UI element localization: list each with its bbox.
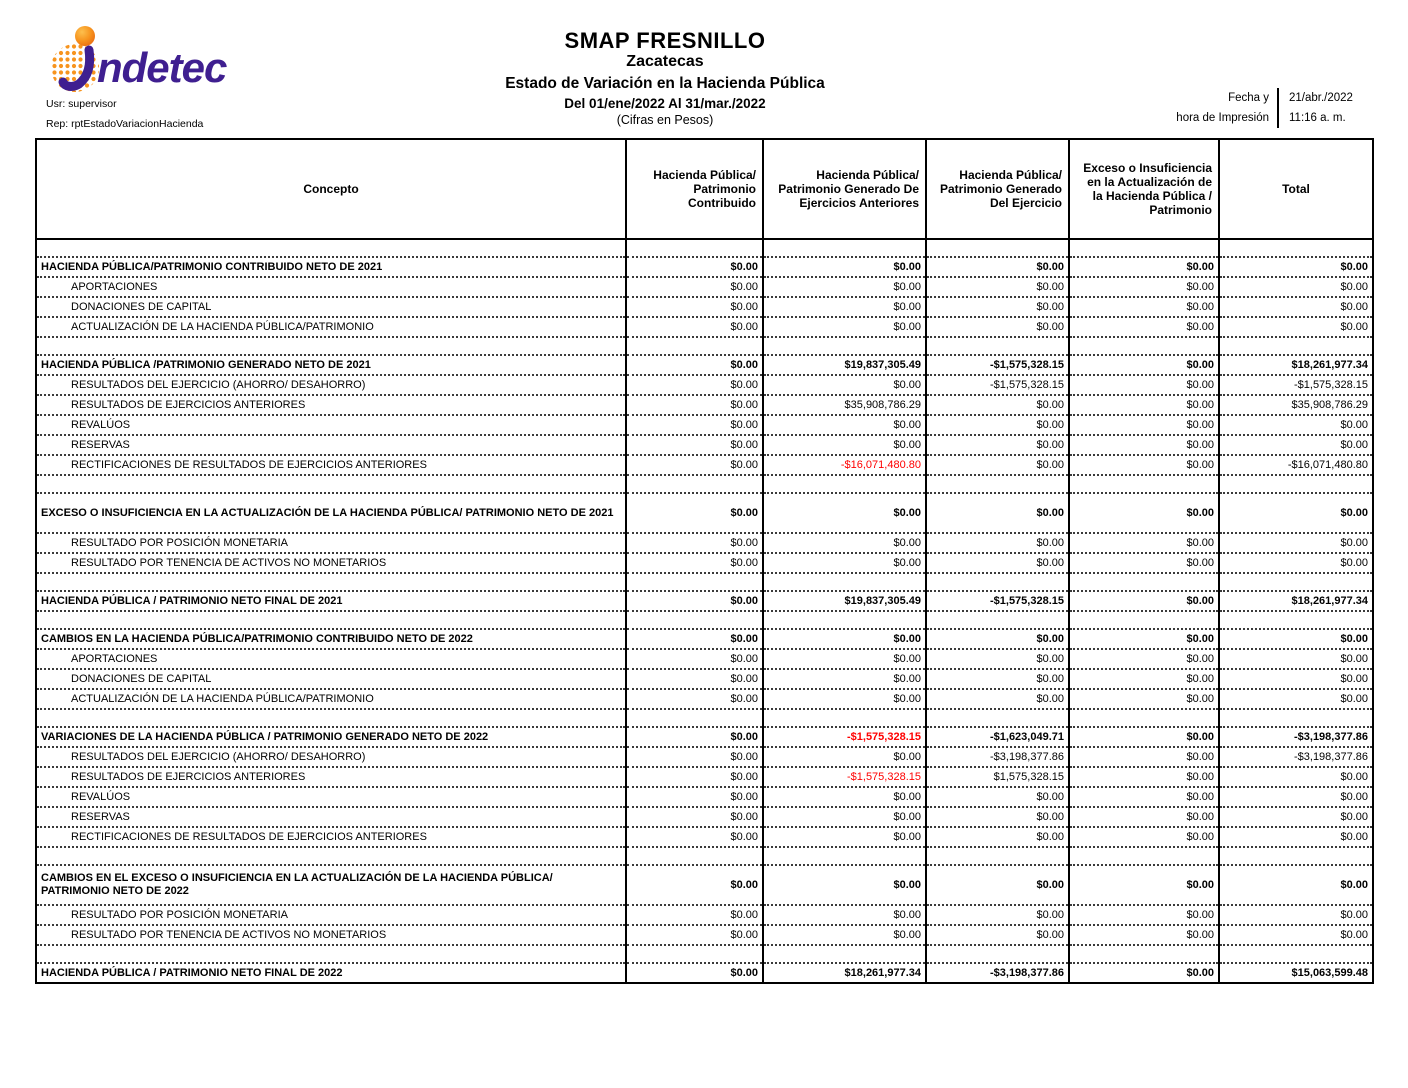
column-header-concepto: Concepto xyxy=(36,139,626,239)
value-cell: $0.00 xyxy=(626,493,763,533)
column-header-generado-ejercicio: Hacienda Pública/ Patrimonio Generado Del Ejercicio xyxy=(926,139,1069,239)
empty-cell xyxy=(763,709,926,727)
empty-cell xyxy=(626,847,763,865)
value-cell: $0.00 xyxy=(626,787,763,807)
item-row xyxy=(36,277,1373,297)
value-cell: $0.00 xyxy=(1069,865,1219,905)
value-cell: $0.00 xyxy=(1069,375,1219,395)
empty-cell xyxy=(1069,337,1219,355)
empty-cell xyxy=(763,337,926,355)
empty-cell xyxy=(626,611,763,629)
table-header-row xyxy=(36,139,1373,239)
item-row xyxy=(36,649,1373,669)
report-name: Estado de Variación en la Hacienda Pública xyxy=(505,74,825,92)
value-cell: $0.00 xyxy=(926,493,1069,533)
value-cell: $0.00 xyxy=(1219,689,1373,709)
value-cell: -$1,575,328.15 xyxy=(926,375,1069,395)
value-cell: $0.00 xyxy=(1069,807,1219,827)
variation-table xyxy=(35,138,1374,984)
concepto-cell: ACTUALIZACIÓN DE LA HACIENDA PÚBLICA/PATRIMONIO xyxy=(36,317,626,337)
value-cell: $0.00 xyxy=(626,395,763,415)
value-cell: -$1,575,328.15 xyxy=(1219,375,1373,395)
value-cell: $0.00 xyxy=(1219,435,1373,455)
value-cell: $0.00 xyxy=(1069,649,1219,669)
empty-cell xyxy=(1069,475,1219,493)
page-title: SMAP FRESNILLO xyxy=(564,28,766,53)
value-cell: $0.00 xyxy=(926,257,1069,277)
report-units: (Cifras en Pesos) xyxy=(616,113,714,128)
concepto-cell: DONACIONES DE CAPITAL xyxy=(36,297,626,317)
value-cell: $0.00 xyxy=(1219,533,1373,553)
empty-cell xyxy=(1069,945,1219,963)
value-cell: $0.00 xyxy=(626,257,763,277)
item-row xyxy=(36,317,1373,337)
value-cell: $0.00 xyxy=(1219,649,1373,669)
value-cell: $0.00 xyxy=(926,669,1069,689)
concepto-cell: CAMBIOS EN EL EXCESO O INSUFICIENCIA EN LA ACTUALIZACIÓN DE LA HACIENDA PÚBLICA/ PATRIMONIO NETO DE 2022 xyxy=(36,865,626,905)
value-cell: $0.00 xyxy=(626,317,763,337)
empty-cell xyxy=(1219,709,1373,727)
item-row xyxy=(36,533,1373,553)
value-cell: $0.00 xyxy=(926,317,1069,337)
value-cell: $0.00 xyxy=(1069,395,1219,415)
empty-cell xyxy=(763,847,926,865)
value-cell: $0.00 xyxy=(1219,415,1373,435)
print-date-value: 21/abr./2022 xyxy=(1277,88,1372,108)
empty-cell xyxy=(1069,709,1219,727)
empty-cell xyxy=(626,573,763,591)
value-cell: $0.00 xyxy=(626,455,763,475)
value-cell: $0.00 xyxy=(926,905,1069,925)
value-cell: $0.00 xyxy=(1069,905,1219,925)
empty-cell xyxy=(1219,573,1373,591)
value-cell: $0.00 xyxy=(763,257,926,277)
value-cell: $0.00 xyxy=(1219,669,1373,689)
section-row xyxy=(36,963,1373,983)
value-cell: $0.00 xyxy=(1219,807,1373,827)
concepto-cell: HACIENDA PÚBLICA / PATRIMONIO NETO FINAL DE 2022 xyxy=(36,963,626,983)
empty-cell xyxy=(626,337,763,355)
item-row xyxy=(36,669,1373,689)
empty-cell xyxy=(926,239,1069,257)
concepto-cell: APORTACIONES xyxy=(36,649,626,669)
value-cell: $0.00 xyxy=(763,415,926,435)
empty-cell xyxy=(1069,611,1219,629)
value-cell: $0.00 xyxy=(763,375,926,395)
value-cell: $18,261,977.34 xyxy=(763,963,926,983)
value-cell: -$1,575,328.15 xyxy=(926,355,1069,375)
value-cell: $0.00 xyxy=(626,533,763,553)
value-cell: -$3,198,377.86 xyxy=(1219,747,1373,767)
value-cell: $0.00 xyxy=(926,827,1069,847)
item-row xyxy=(36,827,1373,847)
value-cell: $0.00 xyxy=(763,689,926,709)
value-cell: -$16,071,480.80 xyxy=(763,455,926,475)
value-cell: $0.00 xyxy=(1069,277,1219,297)
empty-cell xyxy=(36,709,626,727)
column-header-generado-anteriores: Hacienda Pública/ Patrimonio Generado De Ejercicios Anteriores xyxy=(763,139,926,239)
value-cell: $0.00 xyxy=(763,925,926,945)
concepto-cell: EXCESO O INSUFICIENCIA EN LA ACTUALIZACIÓN DE LA HACIENDA PÚBLICA/ PATRIMONIO NETO DE 2021 xyxy=(36,493,626,533)
value-cell: $0.00 xyxy=(1069,355,1219,375)
empty-cell xyxy=(1219,847,1373,865)
value-cell: $0.00 xyxy=(1069,787,1219,807)
value-cell: $0.00 xyxy=(626,435,763,455)
value-cell: $0.00 xyxy=(626,297,763,317)
value-cell: $0.00 xyxy=(1069,317,1219,337)
concepto-cell: ACTUALIZACIÓN DE LA HACIENDA PÚBLICA/PATRIMONIO xyxy=(36,689,626,709)
empty-cell xyxy=(1219,475,1373,493)
value-cell: $0.00 xyxy=(763,905,926,925)
value-cell: $0.00 xyxy=(626,905,763,925)
value-cell: $0.00 xyxy=(1219,925,1373,945)
value-cell: $0.00 xyxy=(626,649,763,669)
value-cell: $0.00 xyxy=(763,787,926,807)
value-cell: $0.00 xyxy=(763,297,926,317)
concepto-cell: VARIACIONES DE LA HACIENDA PÚBLICA / PATRIMONIO GENERADO NETO DE 2022 xyxy=(36,727,626,747)
spacer-row xyxy=(36,847,1373,865)
value-cell: $0.00 xyxy=(626,727,763,747)
value-cell: $0.00 xyxy=(1069,415,1219,435)
value-cell: $0.00 xyxy=(626,415,763,435)
empty-cell xyxy=(1219,239,1373,257)
value-cell: $0.00 xyxy=(1069,297,1219,317)
concepto-cell: RECTIFICACIONES DE RESULTADOS DE EJERCICIOS ANTERIORES xyxy=(36,827,626,847)
value-cell: $0.00 xyxy=(926,435,1069,455)
concepto-cell: RESERVAS xyxy=(36,435,626,455)
empty-cell xyxy=(626,709,763,727)
value-cell: $0.00 xyxy=(926,787,1069,807)
value-cell: $0.00 xyxy=(763,827,926,847)
column-header-total: Total xyxy=(1219,139,1373,239)
value-cell: $19,837,305.49 xyxy=(763,591,926,611)
report-period: Del 01/ene/2022 Al 31/mar./2022 xyxy=(564,95,766,111)
print-info xyxy=(1176,88,1372,128)
concepto-cell: CAMBIOS EN LA HACIENDA PÚBLICA/PATRIMONIO CONTRIBUIDO NETO DE 2022 xyxy=(36,629,626,649)
value-cell: $19,837,305.49 xyxy=(763,355,926,375)
empty-cell xyxy=(36,475,626,493)
value-cell: $0.00 xyxy=(1219,827,1373,847)
item-row xyxy=(36,375,1373,395)
empty-cell xyxy=(36,611,626,629)
concepto-cell: HACIENDA PÚBLICA/PATRIMONIO CONTRIBUIDO NETO DE 2021 xyxy=(36,257,626,277)
concepto-cell: RESULTADOS DEL EJERCICIO (AHORRO/ DESAHORRO) xyxy=(36,747,626,767)
item-row xyxy=(36,689,1373,709)
empty-cell xyxy=(626,239,763,257)
section-row xyxy=(36,493,1373,533)
value-cell: $0.00 xyxy=(763,553,926,573)
empty-cell xyxy=(763,611,926,629)
print-date-label: Fecha y xyxy=(1228,92,1269,104)
user-label: Usr: supervisor xyxy=(46,98,117,110)
spacer-row xyxy=(36,709,1373,727)
value-cell: $0.00 xyxy=(926,415,1069,435)
empty-cell xyxy=(36,573,626,591)
value-cell: $18,261,977.34 xyxy=(1219,591,1373,611)
empty-cell xyxy=(926,611,1069,629)
value-cell: $0.00 xyxy=(926,553,1069,573)
value-cell: $0.00 xyxy=(626,277,763,297)
value-cell: $0.00 xyxy=(926,865,1069,905)
value-cell: $0.00 xyxy=(1069,727,1219,747)
value-cell: $0.00 xyxy=(1219,493,1373,533)
value-cell: $0.00 xyxy=(926,925,1069,945)
concepto-cell: RESULTADO POR POSICIÓN MONETARIA xyxy=(36,533,626,553)
value-cell: -$1,623,049.71 xyxy=(926,727,1069,747)
empty-cell xyxy=(926,847,1069,865)
value-cell: $0.00 xyxy=(626,807,763,827)
value-cell: $0.00 xyxy=(1069,669,1219,689)
empty-cell xyxy=(763,573,926,591)
column-header-contribuido: Hacienda Pública/ Patrimonio Contribuido xyxy=(626,139,763,239)
item-row xyxy=(36,415,1373,435)
section-row xyxy=(36,629,1373,649)
empty-cell xyxy=(1069,573,1219,591)
value-cell: $0.00 xyxy=(1069,827,1219,847)
value-cell: $0.00 xyxy=(1069,629,1219,649)
concepto-cell: HACIENDA PÚBLICA /PATRIMONIO GENERADO NETO DE 2021 xyxy=(36,355,626,375)
value-cell: -$1,575,328.15 xyxy=(763,727,926,747)
value-cell: $0.00 xyxy=(1069,493,1219,533)
value-cell: $35,908,786.29 xyxy=(763,395,926,415)
value-cell: $0.00 xyxy=(1069,963,1219,983)
print-time-label: hora de Impresión xyxy=(1176,112,1269,124)
item-row xyxy=(36,435,1373,455)
item-row xyxy=(36,767,1373,787)
spacer-row xyxy=(36,573,1373,591)
value-cell: $0.00 xyxy=(763,629,926,649)
section-row xyxy=(36,591,1373,611)
empty-cell xyxy=(926,337,1069,355)
empty-cell xyxy=(36,847,626,865)
concepto-cell: RESULTADO POR TENENCIA DE ACTIVOS NO MONETARIOS xyxy=(36,925,626,945)
value-cell: $0.00 xyxy=(1219,553,1373,573)
value-cell: $0.00 xyxy=(763,807,926,827)
value-cell: $0.00 xyxy=(1219,297,1373,317)
spacer-row xyxy=(36,239,1373,257)
value-cell: $0.00 xyxy=(1069,591,1219,611)
item-row xyxy=(36,553,1373,573)
value-cell: -$3,198,377.86 xyxy=(1219,727,1373,747)
item-row xyxy=(36,905,1373,925)
item-row xyxy=(36,455,1373,475)
concepto-cell: DONACIONES DE CAPITAL xyxy=(36,669,626,689)
value-cell: $0.00 xyxy=(626,591,763,611)
empty-cell xyxy=(926,945,1069,963)
value-cell: $0.00 xyxy=(626,689,763,709)
empty-cell xyxy=(763,475,926,493)
print-time-value: 11:16 a. m. xyxy=(1277,108,1372,128)
value-cell: $1,575,328.15 xyxy=(926,767,1069,787)
concepto-cell: RESULTADO POR TENENCIA DE ACTIVOS NO MONETARIOS xyxy=(36,553,626,573)
value-cell: -$3,198,377.86 xyxy=(926,963,1069,983)
value-cell: $0.00 xyxy=(626,669,763,689)
value-cell: $0.00 xyxy=(1219,865,1373,905)
empty-cell xyxy=(36,239,626,257)
concepto-cell: RESULTADOS DE EJERCICIOS ANTERIORES xyxy=(36,395,626,415)
value-cell: $0.00 xyxy=(763,747,926,767)
value-cell: $0.00 xyxy=(1069,553,1219,573)
empty-cell xyxy=(926,573,1069,591)
value-cell: $0.00 xyxy=(626,375,763,395)
empty-cell xyxy=(36,945,626,963)
value-cell: $0.00 xyxy=(1069,767,1219,787)
page-subtitle: Zacatecas xyxy=(626,53,704,71)
value-cell: $0.00 xyxy=(1219,317,1373,337)
value-cell: $0.00 xyxy=(763,435,926,455)
value-cell: $0.00 xyxy=(926,629,1069,649)
column-header-exceso-insuficiencia: Exceso o Insuficiencia en la Actualización de la Hacienda Pública / Patrimonio xyxy=(1069,139,1219,239)
section-row xyxy=(36,727,1373,747)
value-cell: $0.00 xyxy=(1219,277,1373,297)
value-cell: $0.00 xyxy=(1219,629,1373,649)
concepto-cell: RESULTADOS DEL EJERCICIO (AHORRO/ DESAHORRO) xyxy=(36,375,626,395)
section-row xyxy=(36,355,1373,375)
spacer-row xyxy=(36,945,1373,963)
value-cell: $0.00 xyxy=(926,649,1069,669)
value-cell: $0.00 xyxy=(763,533,926,553)
concepto-cell: REVALÚOS xyxy=(36,415,626,435)
empty-cell xyxy=(1219,337,1373,355)
empty-cell xyxy=(36,337,626,355)
empty-cell xyxy=(1069,847,1219,865)
value-cell: $0.00 xyxy=(626,629,763,649)
value-cell: $0.00 xyxy=(926,689,1069,709)
value-cell: $0.00 xyxy=(926,277,1069,297)
value-cell: $0.00 xyxy=(626,827,763,847)
value-cell: $0.00 xyxy=(626,747,763,767)
value-cell: $0.00 xyxy=(763,493,926,533)
value-cell: $0.00 xyxy=(626,553,763,573)
empty-cell xyxy=(1219,611,1373,629)
value-cell: $0.00 xyxy=(1219,787,1373,807)
concepto-cell: RESULTADO POR POSICIÓN MONETARIA xyxy=(36,905,626,925)
value-cell: $18,261,977.34 xyxy=(1219,355,1373,375)
value-cell: $0.00 xyxy=(626,963,763,983)
value-cell: $0.00 xyxy=(1069,747,1219,767)
value-cell: $0.00 xyxy=(1219,257,1373,277)
concepto-cell: RECTIFICACIONES DE RESULTADOS DE EJERCICIOS ANTERIORES xyxy=(36,455,626,475)
value-cell: $0.00 xyxy=(763,277,926,297)
value-cell: $0.00 xyxy=(763,317,926,337)
title-block xyxy=(35,28,1295,127)
value-cell: $15,063,599.48 xyxy=(1219,963,1373,983)
concepto-cell: RESULTADOS DE EJERCICIOS ANTERIORES xyxy=(36,767,626,787)
value-cell: $0.00 xyxy=(1219,767,1373,787)
value-cell: $0.00 xyxy=(626,355,763,375)
logo-wordmark: ndetec xyxy=(97,44,227,91)
value-cell: $0.00 xyxy=(926,395,1069,415)
section-row xyxy=(36,865,1373,905)
item-row xyxy=(36,807,1373,827)
value-cell: $0.00 xyxy=(926,297,1069,317)
item-row xyxy=(36,395,1373,415)
item-row xyxy=(36,787,1373,807)
item-row xyxy=(36,747,1373,767)
value-cell: -$16,071,480.80 xyxy=(1219,455,1373,475)
value-cell: $0.00 xyxy=(1069,455,1219,475)
value-cell: $0.00 xyxy=(1069,925,1219,945)
concepto-cell: RESERVAS xyxy=(36,807,626,827)
value-cell: $35,908,786.29 xyxy=(1219,395,1373,415)
value-cell: $0.00 xyxy=(763,669,926,689)
value-cell: $0.00 xyxy=(1069,689,1219,709)
value-cell: -$3,198,377.86 xyxy=(926,747,1069,767)
empty-cell xyxy=(1069,239,1219,257)
value-cell: $0.00 xyxy=(626,767,763,787)
value-cell: -$1,575,328.15 xyxy=(926,591,1069,611)
value-cell: $0.00 xyxy=(1069,533,1219,553)
item-row xyxy=(36,297,1373,317)
value-cell: $0.00 xyxy=(763,865,926,905)
report-id-label: Rep: rptEstadoVariacionHacienda xyxy=(46,117,204,130)
concepto-cell: HACIENDA PÚBLICA / PATRIMONIO NETO FINAL DE 2021 xyxy=(36,591,626,611)
empty-cell xyxy=(763,239,926,257)
value-cell: $0.00 xyxy=(626,925,763,945)
concepto-cell: APORTACIONES xyxy=(36,277,626,297)
empty-cell xyxy=(763,945,926,963)
empty-cell xyxy=(626,475,763,493)
empty-cell xyxy=(626,945,763,963)
spacer-row xyxy=(36,611,1373,629)
empty-cell xyxy=(926,475,1069,493)
value-cell: $0.00 xyxy=(926,807,1069,827)
value-cell: $0.00 xyxy=(926,533,1069,553)
empty-cell xyxy=(1219,945,1373,963)
value-cell: $0.00 xyxy=(763,649,926,669)
value-cell: $0.00 xyxy=(1219,905,1373,925)
concepto-cell: REVALÚOS xyxy=(36,787,626,807)
empty-cell xyxy=(926,709,1069,727)
value-cell: $0.00 xyxy=(626,865,763,905)
value-cell: -$1,575,328.15 xyxy=(763,767,926,787)
section-row xyxy=(36,257,1373,277)
spacer-row xyxy=(36,337,1373,355)
value-cell: $0.00 xyxy=(1069,435,1219,455)
value-cell: $0.00 xyxy=(926,455,1069,475)
item-row xyxy=(36,925,1373,945)
spacer-row xyxy=(36,475,1373,493)
value-cell: $0.00 xyxy=(1069,257,1219,277)
